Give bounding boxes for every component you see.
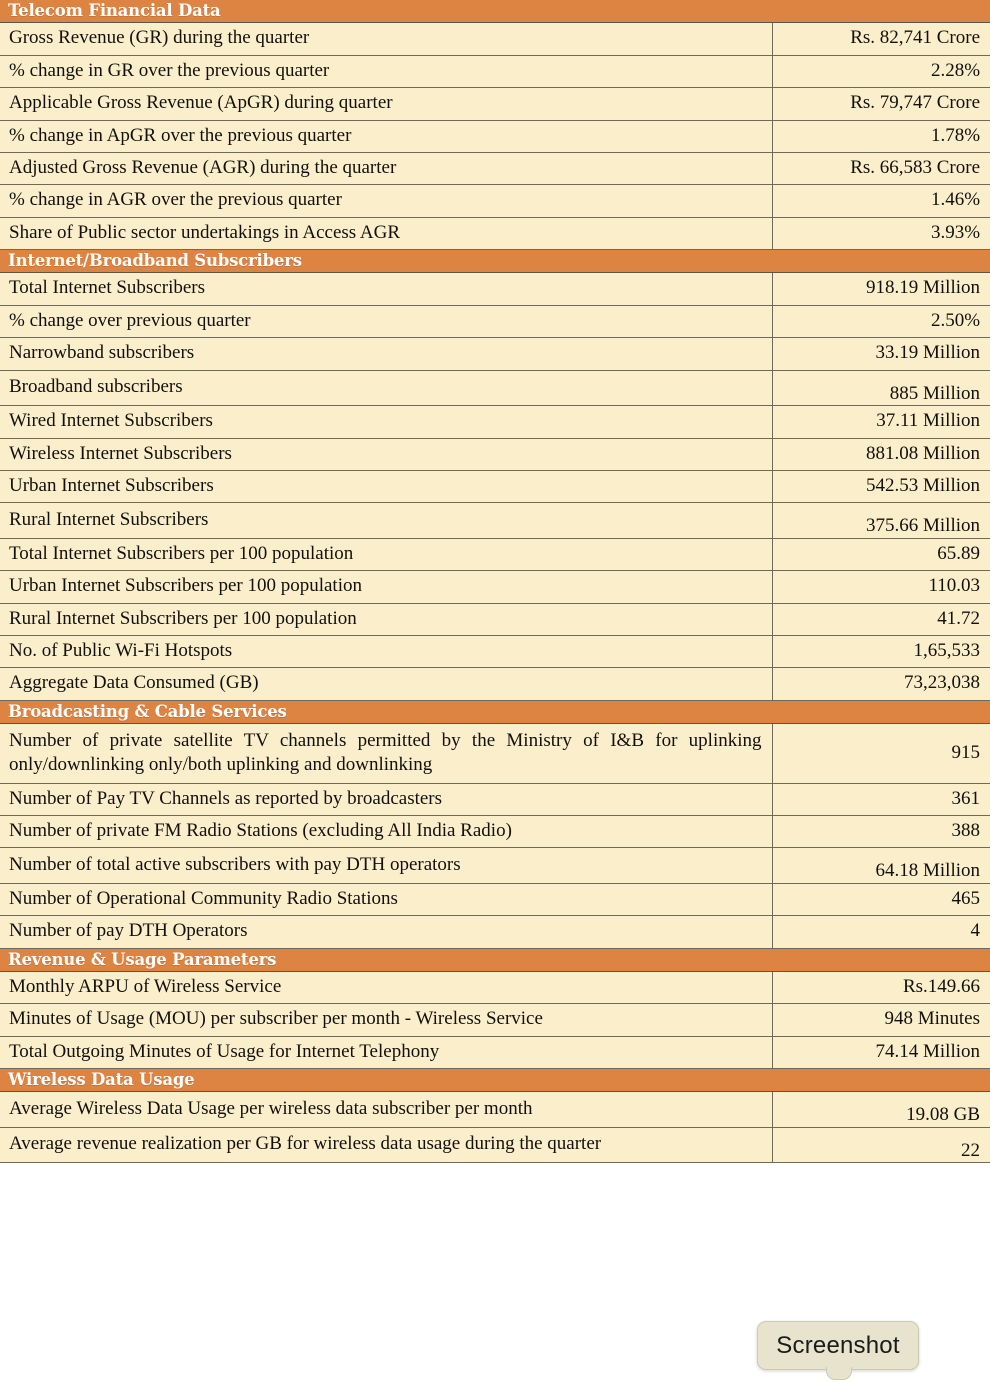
row-label: Number of total active subscribers with pay DTH operators [0, 848, 772, 883]
row-value: 110.03 [772, 571, 990, 603]
table-row [0, 971, 990, 1003]
row-label: Share of Public sector undertakings in Access AGR [0, 217, 772, 249]
row-value: 885 Million [772, 370, 990, 405]
row-value: 1,65,533 [772, 635, 990, 667]
row-value: 33.19 Million [772, 338, 990, 370]
row-value: 37.11 Million [772, 406, 990, 438]
table-row [0, 916, 990, 948]
row-label: Broadband subscribers [0, 370, 772, 405]
row-value: Rs.149.66 [772, 971, 990, 1003]
table-row [0, 120, 990, 152]
row-value: 65.89 [772, 538, 990, 570]
row-label: % change in ApGR over the previous quarter [0, 120, 772, 152]
table-row [0, 571, 990, 603]
row-value: 375.66 Million [772, 503, 990, 538]
table-row [0, 1127, 990, 1162]
row-value: 948 Minutes [772, 1004, 990, 1036]
table-row [0, 55, 990, 87]
section-header-row [0, 250, 990, 273]
table-row [0, 1092, 990, 1127]
section-title: Wireless Data Usage [0, 1069, 990, 1092]
table-row [0, 815, 990, 847]
row-label: Total Internet Subscribers [0, 273, 772, 305]
table-row [0, 1004, 990, 1036]
row-label: Wireless Internet Subscribers [0, 438, 772, 470]
row-label: Total Outgoing Minutes of Usage for Internet Telephony [0, 1036, 772, 1068]
table-row [0, 23, 990, 55]
row-label: Average revenue realization per GB for wireless data usage during the quarter [0, 1127, 772, 1162]
table-row [0, 217, 990, 249]
row-value: 1.78% [772, 120, 990, 152]
row-label: Total Internet Subscribers per 100 population [0, 538, 772, 570]
row-value: Rs. 82,741 Crore [772, 23, 990, 55]
table-row [0, 273, 990, 305]
table-row [0, 88, 990, 120]
row-label: Urban Internet Subscribers [0, 470, 772, 502]
table-row [0, 668, 990, 700]
row-value: 915 [772, 724, 990, 784]
row-label: Average Wireless Data Usage per wireless data subscriber per month [0, 1092, 772, 1127]
row-label: Aggregate Data Consumed (GB) [0, 668, 772, 700]
row-value: 388 [772, 815, 990, 847]
table-row [0, 185, 990, 217]
table-row [0, 783, 990, 815]
row-label: No. of Public Wi-Fi Hotspots [0, 635, 772, 667]
row-label: % change in GR over the previous quarter [0, 55, 772, 87]
screenshot-tooltip [757, 1321, 919, 1370]
row-value: 64.18 Million [772, 848, 990, 883]
table-row [0, 338, 990, 370]
section-title: Revenue & Usage Parameters [0, 948, 990, 971]
row-label: Number of Pay TV Channels as reported by broadcasters [0, 783, 772, 815]
section-header-row [0, 1069, 990, 1092]
row-label: Rural Internet Subscribers per 100 population [0, 603, 772, 635]
row-label: Rural Internet Subscribers [0, 503, 772, 538]
row-value: 361 [772, 783, 990, 815]
row-value: 918.19 Million [772, 273, 990, 305]
table-row [0, 305, 990, 337]
row-value: 2.50% [772, 305, 990, 337]
section-title: Internet/Broadband Subscribers [0, 250, 990, 273]
row-value: 41.72 [772, 603, 990, 635]
table-row [0, 538, 990, 570]
row-value: 74.14 Million [772, 1036, 990, 1068]
row-value: Rs. 66,583 Crore [772, 152, 990, 184]
row-value: 2.28% [772, 55, 990, 87]
row-value: Rs. 79,747 Crore [772, 88, 990, 120]
row-value: 1.46% [772, 185, 990, 217]
row-label: Number of pay DTH Operators [0, 916, 772, 948]
row-label: Urban Internet Subscribers per 100 population [0, 571, 772, 603]
row-label: Number of private satellite TV channels permitted by the Ministry of I&B for uplinking only/downlinking only/both uplinking and downlinking [0, 724, 772, 784]
table-row [0, 603, 990, 635]
row-label: % change in AGR over the previous quarter [0, 185, 772, 217]
table-row [0, 503, 990, 538]
row-label: Number of Operational Community Radio Stations [0, 883, 772, 915]
row-value: 4 [772, 916, 990, 948]
row-value: 465 [772, 883, 990, 915]
table-row [0, 635, 990, 667]
section-title: Telecom Financial Data [0, 0, 990, 23]
section-header-row [0, 0, 990, 23]
row-label: % change over previous quarter [0, 305, 772, 337]
row-label: Minutes of Usage (MOU) per subscriber per month - Wireless Service [0, 1004, 772, 1036]
table-row [0, 1036, 990, 1068]
screenshot-tooltip-tail [826, 1367, 852, 1380]
row-label: Wired Internet Subscribers [0, 406, 772, 438]
row-label: Applicable Gross Revenue (ApGR) during quarter [0, 88, 772, 120]
table-row [0, 848, 990, 883]
section-header-row [0, 948, 990, 971]
section-title: Broadcasting & Cable Services [0, 700, 990, 723]
table-row [0, 406, 990, 438]
table-row [0, 470, 990, 502]
table-row [0, 370, 990, 405]
row-label: Monthly ARPU of Wireless Service [0, 971, 772, 1003]
row-label: Number of private FM Radio Stations (excluding All India Radio) [0, 815, 772, 847]
row-value: 542.53 Million [772, 470, 990, 502]
row-value: 881.08 Million [772, 438, 990, 470]
table-row [0, 724, 990, 784]
row-label: Narrowband subscribers [0, 338, 772, 370]
row-value: 3.93% [772, 217, 990, 249]
row-value: 22 [772, 1127, 990, 1162]
screenshot-tooltip-label: Screenshot [776, 1331, 900, 1359]
row-value: 19.08 GB [772, 1092, 990, 1127]
table-row [0, 152, 990, 184]
table-row [0, 438, 990, 470]
section-header-row [0, 700, 990, 723]
row-label: Gross Revenue (GR) during the quarter [0, 23, 772, 55]
table-row [0, 883, 990, 915]
row-value: 73,23,038 [772, 668, 990, 700]
row-label: Adjusted Gross Revenue (AGR) during the quarter [0, 152, 772, 184]
